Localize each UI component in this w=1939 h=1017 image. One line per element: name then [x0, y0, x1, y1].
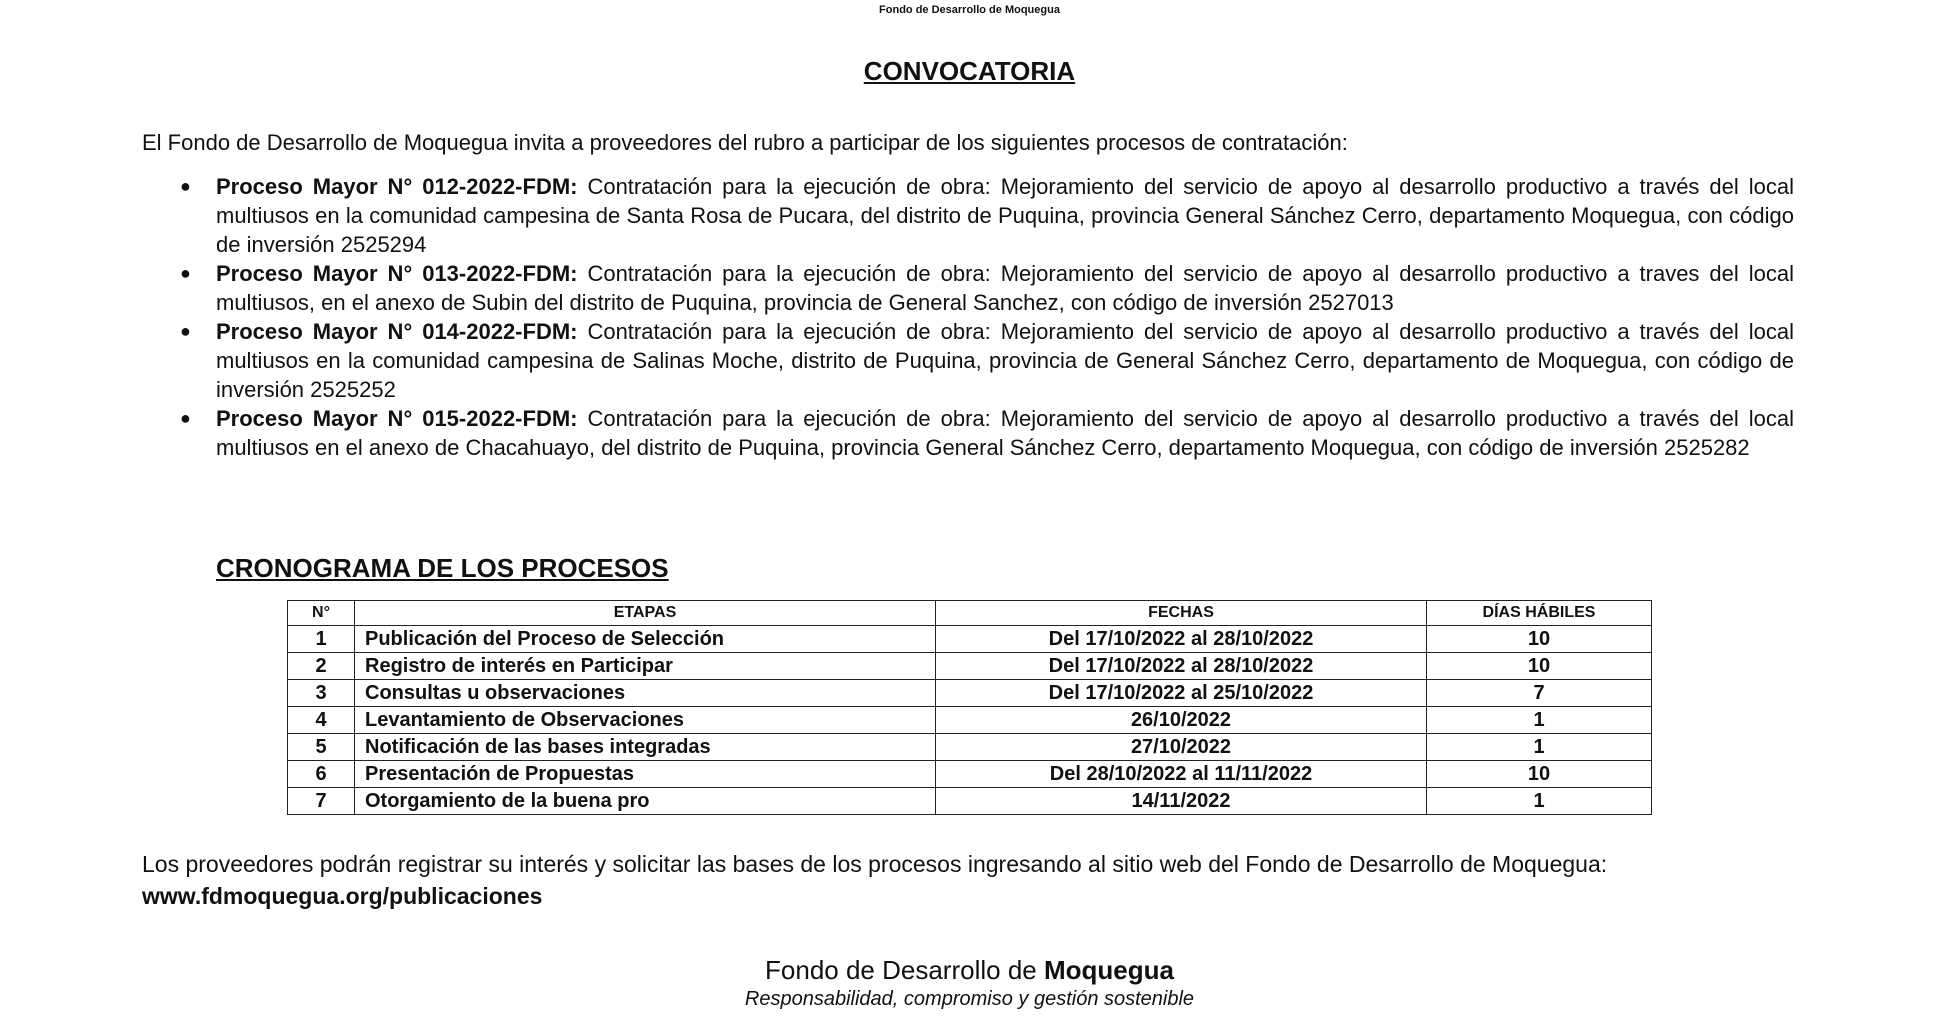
process-description: Contratación para la ejecución de obra: Mejoramiento del servicio de apoyo al desarrollo productivo a traves del local multiusos, en el anexo de Subin del distrito de Puquina, provincia de General Sanchez, con código de inversión 2527013: [216, 261, 1794, 315]
table-row: [288, 626, 1652, 653]
table-row: [288, 788, 1652, 815]
process-list: [142, 172, 1794, 462]
schedule-title: CRONOGRAMA DE LOS PROCESOS: [216, 553, 669, 583]
bullet-icon: ●: [180, 263, 191, 283]
process-code: Proceso Mayor N° 015-2022-FDM:: [216, 406, 578, 431]
row-num: 2: [288, 653, 355, 680]
bullet-icon: ●: [180, 321, 191, 341]
page-title: CONVOCATORIA: [863, 56, 1076, 86]
row-days: 10: [1427, 653, 1652, 680]
table-row: [288, 707, 1652, 734]
row-dates: Del 17/10/2022 al 28/10/2022: [936, 653, 1427, 680]
process-description: Contratación para la ejecución de obra: Mejoramiento del servicio de apoyo al desarrollo productivo a través del local multiusos en el anexo de Chacahuayo, del distrito de Puquina, provincia General Sánchez Cerro, departamento Moquegua, con código de inversión 2525282: [216, 406, 1794, 460]
schedule-header-row: [288, 601, 1652, 626]
schedule-table: [287, 600, 1652, 815]
outro-paragraph: [142, 848, 1797, 912]
row-num: 4: [288, 707, 355, 734]
row-days: 1: [1427, 734, 1652, 761]
process-code: Proceso Mayor N° 012-2022-FDM:: [216, 174, 578, 199]
row-stage: Otorgamiento de la buena pro: [355, 788, 936, 815]
row-dates: Del 17/10/2022 al 28/10/2022: [936, 626, 1427, 653]
row-days: 10: [1427, 761, 1652, 788]
process-item: [142, 172, 1794, 259]
process-code: Proceso Mayor N° 013-2022-FDM:: [216, 261, 578, 286]
row-stage: Consultas u observaciones: [355, 680, 936, 707]
website-link[interactable]: www.fdmoquegua.org/publicaciones: [142, 883, 543, 909]
row-dates: 27/10/2022: [936, 734, 1427, 761]
table-row: [288, 653, 1652, 680]
process-item: [142, 404, 1794, 462]
document-header: Fondo de Desarrollo de Moquegua: [879, 4, 1060, 16]
row-num: 3: [288, 680, 355, 707]
process-code: Proceso Mayor N° 014-2022-FDM:: [216, 319, 578, 344]
row-dates: Del 17/10/2022 al 25/10/2022: [936, 680, 1427, 707]
footer-org-name: [0, 955, 1939, 986]
bullet-icon: ●: [180, 408, 191, 428]
row-dates: 14/11/2022: [936, 788, 1427, 815]
row-days: 10: [1427, 626, 1652, 653]
row-stage: Notificación de las bases integradas: [355, 734, 936, 761]
row-stage: Levantamiento de Observaciones: [355, 707, 936, 734]
table-row: [288, 761, 1652, 788]
row-dates: Del 28/10/2022 al 11/11/2022: [936, 761, 1427, 788]
bullet-icon: ●: [180, 176, 191, 196]
process-description: Contratación para la ejecución de obra: Mejoramiento del servicio de apoyo al desarrollo productivo a través del local multiusos en la comunidad campesina de Salinas Moche, distrito de Puquina, provincia de General Sánchez Cerro, departamento de Moquegua, con código de inversión 2525252: [216, 319, 1794, 402]
header-stage: ETAPAS: [355, 601, 936, 626]
row-days: 1: [1427, 707, 1652, 734]
table-row: [288, 734, 1652, 761]
row-days: 7: [1427, 680, 1652, 707]
row-num: 6: [288, 761, 355, 788]
footer-name-bold: Moquegua: [1043, 955, 1174, 985]
header-days: DÍAS HÁBILES: [1427, 601, 1652, 626]
footer-name-prefix: Fondo de Desarrollo de: [765, 955, 1037, 985]
intro-paragraph: El Fondo de Desarrollo de Moquegua invita a proveedores del rubro a participar de los siguientes procesos de contratación:: [142, 130, 1348, 155]
footer-slogan: Responsabilidad, compromiso y gestión sostenible: [744, 988, 1195, 1010]
process-item: [142, 317, 1794, 404]
row-dates: 26/10/2022: [936, 707, 1427, 734]
row-stage: Registro de interés en Participar: [355, 653, 936, 680]
row-days: 1: [1427, 788, 1652, 815]
process-description: Contratación para la ejecución de obra: Mejoramiento del servicio de apoyo al desarrollo productivo a través del local multiusos en la comunidad campesina de Santa Rosa de Pucara, del distrito de Puquina, provincia General Sánchez Cerro, departamento Moquegua, con código de inversión 2525294: [216, 174, 1794, 257]
row-num: 7: [288, 788, 355, 815]
header-num: N°: [288, 601, 355, 626]
row-num: 1: [288, 626, 355, 653]
outro-text: Los proveedores podrán registrar su interés y solicitar las bases de los procesos ingresando al sitio web del Fondo de Desarrollo de Moquegua:: [142, 851, 1608, 877]
row-num: 5: [288, 734, 355, 761]
row-stage: Publicación del Proceso de Selección: [355, 626, 936, 653]
header-dates: FECHAS: [936, 601, 1427, 626]
row-stage: Presentación de Propuestas: [355, 761, 936, 788]
table-row: [288, 680, 1652, 707]
process-item: [142, 259, 1794, 317]
